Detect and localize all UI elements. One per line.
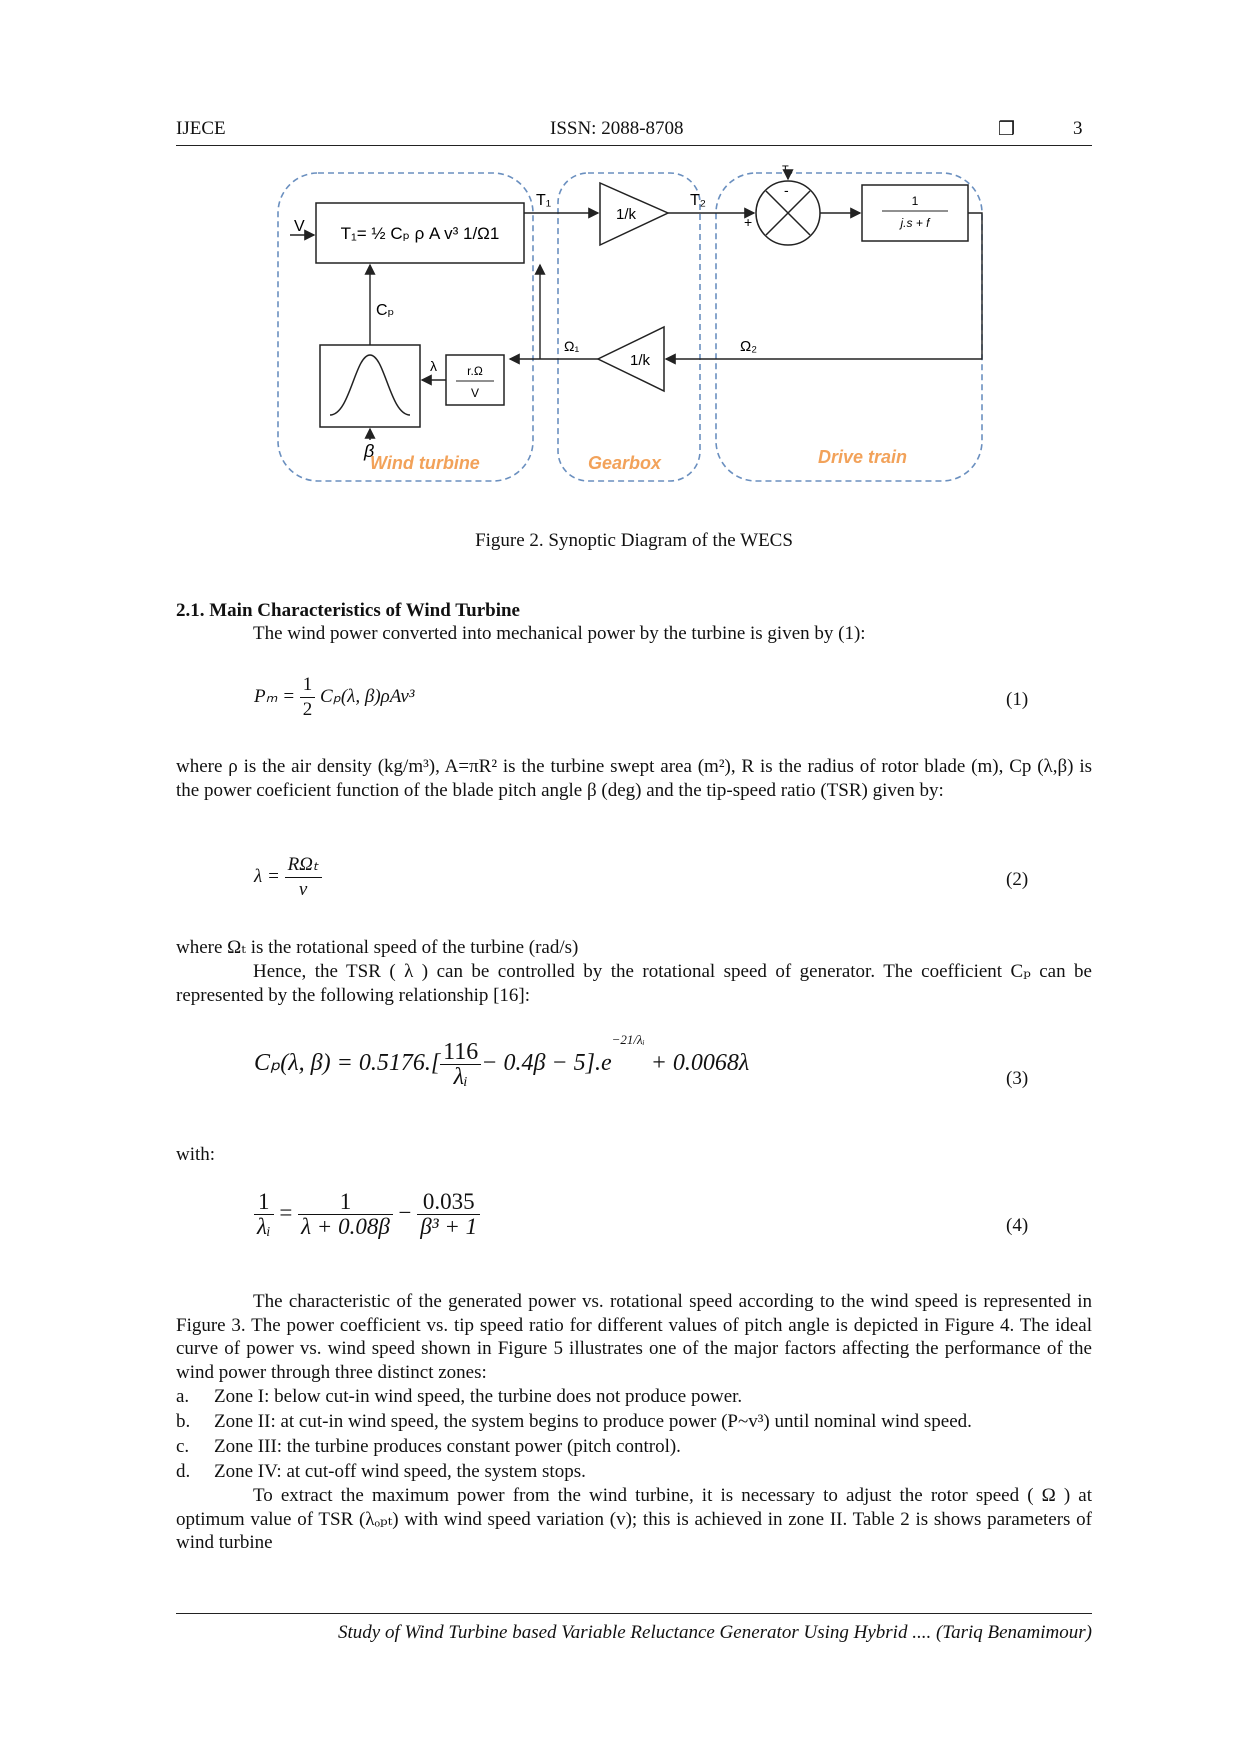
cp-curve-block [320, 345, 420, 427]
figure-caption: Figure 2. Synoptic Diagram of the WECS [475, 530, 793, 551]
lambda-label: λ [430, 358, 437, 374]
journal-name: IJECE [176, 118, 226, 139]
zone-label-wind-turbine: Wind turbine [370, 453, 480, 473]
section-title: 2.1. Main Characteristics of Wind Turbine [176, 600, 520, 621]
equation-4-number: (4) [1006, 1215, 1029, 1236]
header-rule [176, 145, 1092, 146]
issn: ISSN: 2088-8708 [550, 118, 684, 139]
svg-text:1: 1 [911, 194, 919, 208]
te-label: Tₑ [782, 165, 793, 176]
beta-label: β [364, 441, 375, 461]
equation-1-number: (1) [1006, 689, 1029, 710]
equation-3: Cₚ(λ, β) = 0.5176.[ $\frac{116}{\text{λᵢ}}$ − $0.4\beta - 5].e^{-21/\lambda ᵢ} + 0.0068\lambda$ [254, 1032, 750, 1090]
equation-1: Pₘ = $\frac{1}{2}$ Cₚ(λ, β)ρAv³ [254, 674, 415, 720]
equation-2: λ = $\frac{\text{RΩₜ}}{v}$ [254, 853, 322, 902]
equation-4: $\frac{1}{\text{λᵢ}}$ = $\frac{1}{\lambda + 0.08\beta}$ − $\frac{0.035}{\text{β³ + 1}}$ [254, 1190, 480, 1239]
with-label: with: [176, 1144, 216, 1165]
svg-text:1/k: 1/k [615, 206, 637, 223]
list-item: d. Zone IV: at cut-off wind speed, the system stops. [176, 1461, 586, 1482]
paragraph-1: The wind power converted into mechanical power by the turbine is given by (1): [253, 623, 866, 644]
page-number: 3 [1073, 118, 1083, 139]
list-item: a. Zone I: below cut-in wind speed, the turbine does not produce power. [176, 1386, 743, 1407]
svg-text:r.Ω: r.Ω [467, 364, 483, 378]
footer-rule [176, 1613, 1092, 1614]
svg-text:V: V [470, 386, 480, 400]
omega2-label: Ω₂ [740, 338, 758, 355]
paragraph-5: The characteristic of the generated power vs. rotational speed according to the wind speed is represented in Figure 3. The power coefficient vs. tip speed ratio for different values of pitch angle is depicted in Figure 4. The ideal curve of power vs. wind speed shown in Figure 5 illustrates one of the major factors affecting the performance of the wind power through three distinct zones: [176, 1291, 1092, 1383]
omega1-label: Ω₁ [564, 338, 580, 354]
svg-text:j.s + f: j.s + f [900, 216, 930, 230]
page-box-icon: ❒ [998, 119, 1016, 140]
t2-label: T₂ [690, 192, 706, 209]
equation-2-number: (2) [1006, 869, 1029, 890]
running-footer: Study of Wind Turbine based Variable Reluctance Generator Using Hybrid .... (Tariq Benamimour) [338, 1622, 1092, 1643]
list-item: b. Zone II: at cut-in wind speed, the system begins to produce power (P~v³) until nominal wind speed. [176, 1411, 972, 1432]
list-item: c. Zone III: the turbine produces constant power (pitch control). [176, 1436, 681, 1457]
paragraph-4: Hence, the TSR ( λ ) can be controlled by the rotational speed of generator. The coefficient Cₚ can be represented by the following relationship [16]: [176, 961, 1092, 1006]
torque-equation: T₁= ½ Cₚ ρ A v³ 1/Ω1 [340, 224, 500, 243]
paragraph-2: where ρ is the air density (kg/m³), A=πR² is the turbine swept area (m²), R is the radius of rotor blade (m), Cp (λ,β) is the power coeficient function of the blade pitch angle β (deg) and the tip-speed ratio (TSR) given by: [176, 756, 1092, 801]
input-v-label: V [294, 218, 305, 235]
paragraph-3: where Ωₜ is the rotational speed of the turbine (rad/s) [176, 937, 579, 958]
cp-label: Cₚ [376, 302, 395, 319]
wecs-diagram [270, 165, 990, 495]
paragraph-6: To extract the maximum power from the wind turbine, it is necessary to adjust the rotor speed ( Ω ) at optimum value of TSR (λₒₚₜ) with wind speed variation (v); this is achieved in zone II. Table 2 is shows parameters of wind turbine [176, 1485, 1092, 1554]
zone-label-gearbox: Gearbox [588, 453, 662, 473]
zone-label-drive-train: Drive train [818, 447, 908, 467]
t1-label: T₁ [536, 192, 552, 209]
svg-text:1/k: 1/k [629, 352, 651, 369]
svg-text:+: + [744, 214, 753, 230]
equation-3-number: (3) [1006, 1068, 1029, 1089]
svg-text:-: - [784, 182, 789, 198]
